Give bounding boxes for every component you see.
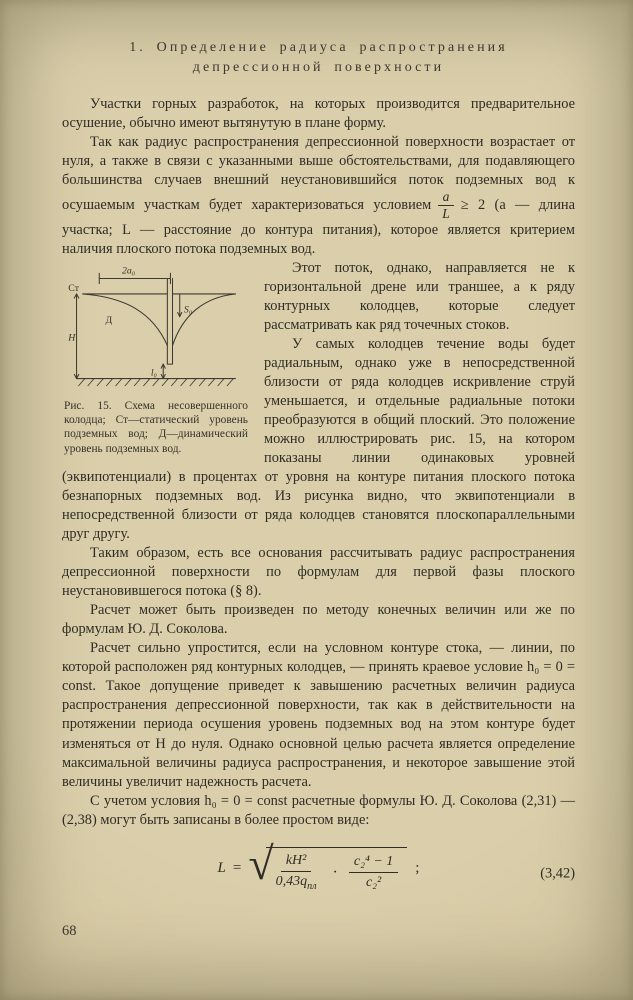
fraction-1-den-base: 0,43q [275, 873, 308, 889]
fraction-1-numerator: kH² [281, 853, 312, 872]
figure-15 [62, 263, 250, 456]
chapter-heading [62, 38, 575, 79]
fraction-2-numerator: c₂⁴ − 1 [349, 854, 398, 873]
fraction-denominator: L [442, 205, 450, 221]
paragraph-condition [62, 133, 575, 259]
label-2a0: 2a₀ [121, 265, 136, 277]
equals-sign: = [232, 859, 242, 876]
fraction-2 [349, 854, 398, 891]
p2-text-after: ≥ 2 (a — длина участка; L — расстояние до контура питания), которое является критерием наличия плоского потока подземных вод. [62, 196, 575, 258]
inline-fraction-a-over-L [437, 190, 455, 221]
figure-text-flow [62, 259, 575, 544]
figure-caption: Рис. 15. Схема несовершенного колодца; Ст—статический уровень подземных вод; Д—динамический уровень подземных вод. [64, 400, 248, 455]
paragraph-equipotentials: У самых колодцев течение воды будет радиальным, однако уже в непосредственной близости от ряда колодцев искривление струй уменьшается, и отдельные радиальные потоки преобразуются в общий плоский. Это положение можно иллюстрировать рис. 15, на котором показаны линии одинаковых уровней (эквипотенциали) в процентах от уровня на контуре питания плоского потока безнапорных подземных вод. Из рисунка видно, что эквипотенциали в непосредственной близости от ряда колодцев становятся плоскопараллельными друг другу. [62, 336, 575, 543]
square-root [248, 837, 407, 892]
paragraph-formula-intro: С учетом условия h₀ = 0 = const расчетные формулы Ю. Д. Соколова (2,31) — (2,38) могут быть записаны в более простом виде: [62, 792, 575, 828]
label-l0: l₀ [150, 367, 157, 379]
heading-line-2: депрессионной поверхности [192, 60, 445, 76]
label-st: Ст [68, 282, 79, 294]
page-number: 68 [62, 922, 77, 939]
label-d: Д [105, 314, 113, 326]
multiplication-dot: · [332, 863, 338, 881]
fraction-numerator: a [438, 190, 455, 206]
radical-sign-icon: √ [248, 837, 274, 889]
formula-body [217, 837, 420, 892]
p2-text-before: Так как радиус распространения депрессионной поверхности возрастает от нуля, а также в связи с указанными выше обстоятельствами, для подавляющего большинства случаев внешний неустановившийся поток подземных вод к осушаемым участкам будет характеризоваться условием [62, 133, 575, 213]
fraction-1 [271, 853, 322, 892]
paragraph-simplification: Расчет сильно упростится, если на условном контуре стока, — линии, по которой расположен ряд контурных колодцев, — принять краевое условие h₀ = 0 = const. Такое допущение приведет к завышению расчетных величин радиуса распространения депрессионной поверхности, так как в действительности на протяжении периода осушения уровень подземных вод на этом контуре будет изменяться от H до нуля. Однако основной целью расчета является определение максимальной величины радиуса распространения, и некоторое завышение этой величины увеличит надежность расчета. [62, 640, 575, 790]
heading-line-1: 1. Определение радиуса распространения [129, 40, 508, 55]
paragraph-flow-direction: Этот поток, однако, направляется не к горизонтальной дрене или траншее, а к ряду контурных колодцев, которые следует рассматривать как ряд точечных стоков. [264, 260, 575, 334]
label-h: H [68, 332, 76, 344]
formula-lhs: L [217, 859, 226, 876]
paragraph-intro: Участки горных разработок, на которых производится предварительное осушение, обычно имеют вытянутую в плане форму. [62, 95, 575, 131]
fraction-2-denominator: c₂² [365, 874, 382, 890]
equation-number: (3,42) [540, 865, 575, 882]
well-diagram [68, 263, 244, 393]
semicolon: ; [415, 859, 420, 876]
paragraph-calculation-method: Расчет может быть произведен по методу конечных величин или же по формулам Ю. Д. Соколова. [62, 602, 575, 638]
paragraph-radius-basis: Таким образом, есть все основания рассчитывать радиус распространения депрессионной поверхности по формулам для первой фазы плоского неустановившегося потока (§ 8). [62, 545, 575, 600]
equation-3-42 [62, 837, 575, 902]
radicand [266, 847, 408, 892]
fraction-1-denominator [271, 872, 322, 892]
fraction-1-den-subscript: пл [307, 880, 317, 892]
label-s0: S₀ [183, 304, 193, 316]
